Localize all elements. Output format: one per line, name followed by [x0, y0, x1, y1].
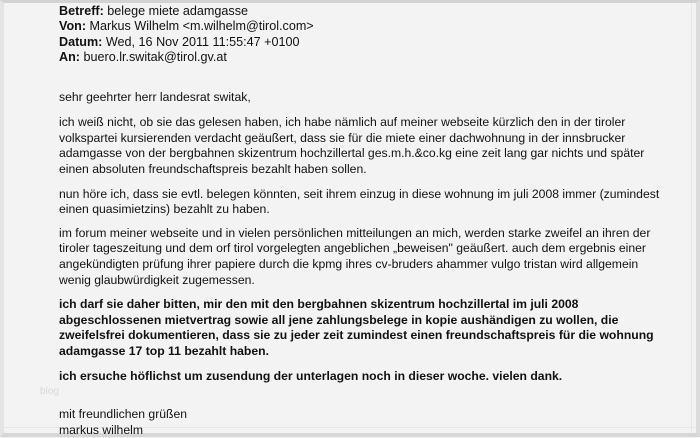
text-line: volkspartei kursierenden verdacht geäußert, dass sie für die miete einer dachwohnung in der innsbrucker [59, 130, 626, 145]
text-line: nun höre ich, dass sie evtl. belegen könnten, seit ihrem einzug in diese wohnung im juli 2008 immer (zumindest [59, 186, 660, 201]
text-line: zweifelsfrei dokumentieren, dass sie zu jeder zeit zumindest einen freundschaftspreis für die wohnung [59, 328, 654, 343]
from-line [59, 19, 679, 34]
text-line: ich weiß nicht, ob sie das gelesen haben, ich habe nämlich auf meiner webseite kürzlich den in der tiroler [59, 115, 626, 130]
text-line: einen quasimietzins) bezahlt zu haben. [59, 202, 270, 217]
date-line [59, 35, 679, 50]
paragraph-4-request [59, 297, 679, 359]
date-value: Wed, 16 Nov 2011 11:55:47 +0100 [105, 34, 300, 49]
date-label: Datum: [59, 34, 103, 49]
text-line: angekündigten prüfung ihrer papiere durch die kpmg ihres cv-bruders ahammer vulgo tristan wird allgemein [59, 256, 639, 271]
text-line: abgeschlossenen mietvertrag sowie all jene zahlungsbelege in kopie aushändigen zu wollen, die [59, 312, 619, 327]
paragraph-1 [59, 115, 679, 177]
text-line: einen absoluten freundschaftspreis bezahlt haben sollen. [59, 162, 367, 176]
text-line: ich darf sie daher bitten, mir den mit den bergbahnen skizentrum hochzillertal im juli 2008 [59, 297, 579, 312]
signature: markus wilhelm [59, 422, 143, 437]
text-line: adamgasse 17 top 11 bezahlt haben. [59, 343, 269, 358]
to-line [59, 50, 679, 65]
subject-value: belege miete adamgasse [107, 4, 249, 18]
text-line: im forum meiner webseite und in vielen persönlichen mitteilungen an mich, werden starke zweifel an ihren der [59, 225, 651, 240]
watermark: blog [40, 386, 59, 397]
greeting: sehr geehrter herr landesrat switak, [59, 89, 251, 104]
text-line: adamgasse von der bergbahnen skizentrum hochzillertal ges.m.h.&co.kg eine zeit lang gar nichts und später [59, 146, 645, 161]
closing: mit freundlichen grüßen [59, 407, 188, 422]
frame-edge [691, 3, 692, 433]
subject-label: Betreff: [59, 4, 104, 18]
from-value: Markus Wilhelm <m.wilhelm@tirol.com> [89, 19, 314, 34]
to-label: An: [59, 50, 80, 65]
paragraph-5-request: ich ersuche höflichst um zusendung der unterlagen noch in dieser woche. vielen dank. [59, 368, 563, 383]
paragraph-3 [59, 226, 679, 288]
subject-line [59, 4, 679, 19]
from-label: Von: [59, 19, 87, 34]
closing-block [59, 407, 679, 438]
email-header [59, 4, 679, 66]
paragraph-2 [59, 187, 679, 218]
email-content [59, 4, 679, 438]
to-value: buero.lr.switak@tirol.gv.at [83, 50, 227, 65]
text-line: wenig glaubwürdigkeit zugemessen. [59, 272, 255, 287]
text-line: tiroler tageszeitung und dem orf tirol vorgelegten angeblichen „beweisen" geäußert. auch dem ergebnis einer [59, 241, 646, 256]
